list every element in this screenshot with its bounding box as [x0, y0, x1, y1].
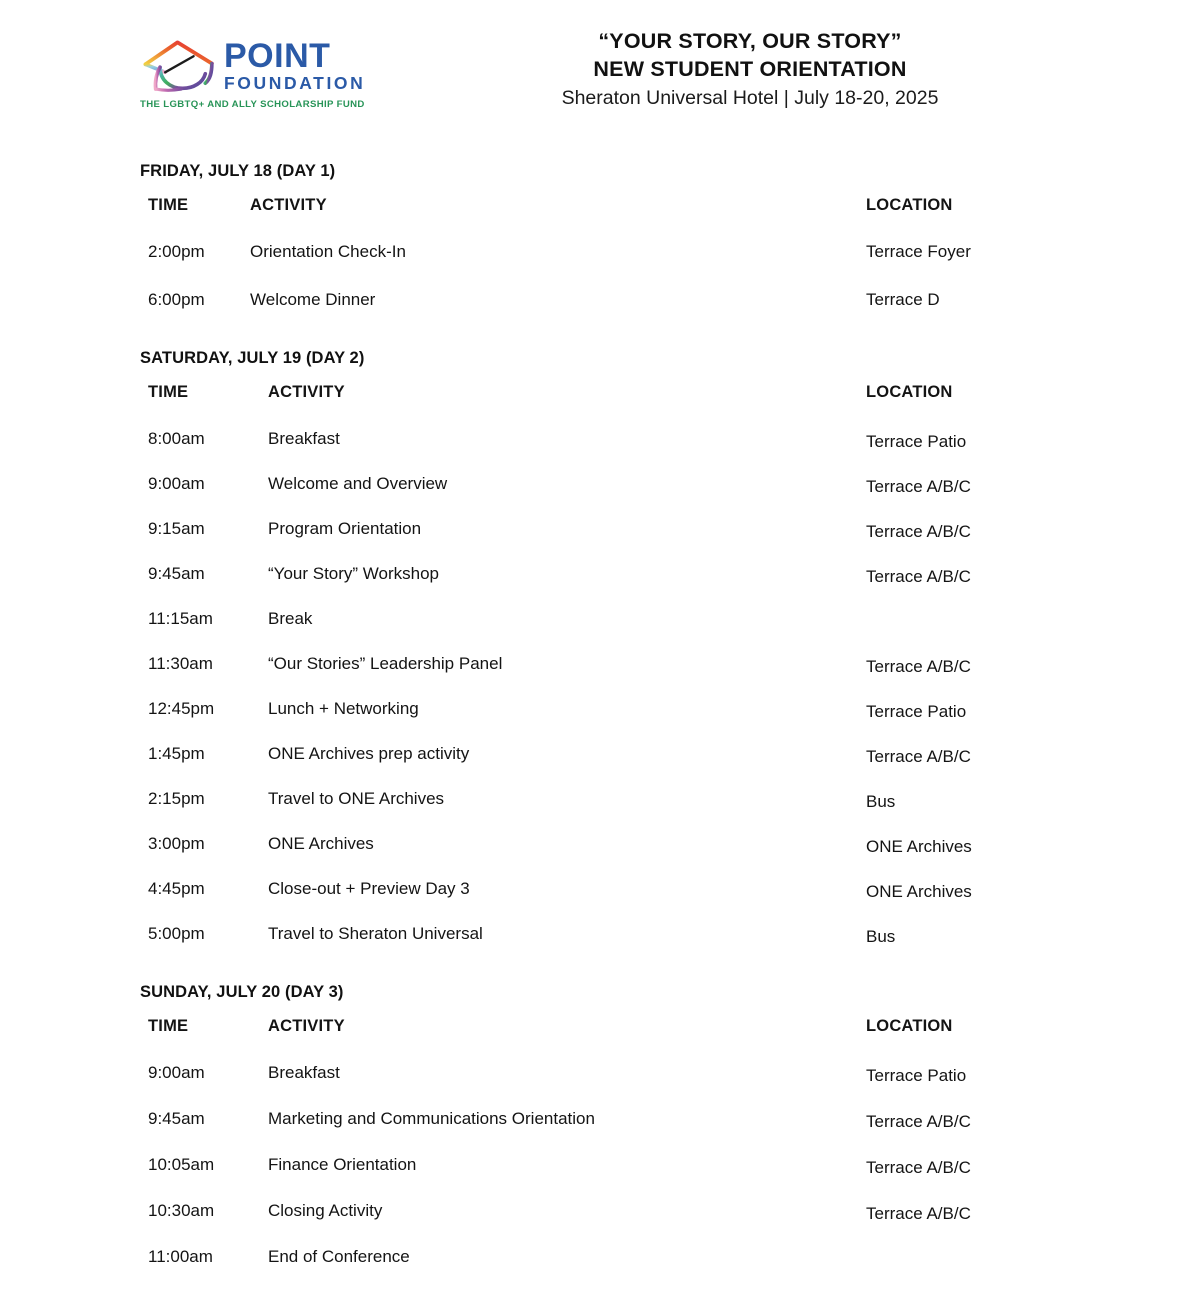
table-row: [0, 519, 1198, 564]
event-venue-dates: Sheraton Universal Hotel | July 18-20, 2025: [561, 87, 939, 110]
table-header-row: [0, 196, 1198, 242]
table-row: [0, 290, 1198, 338]
cell-activity: Break: [268, 609, 313, 628]
cell-time: 10:30am: [148, 1201, 215, 1220]
table-row: [0, 1155, 1198, 1201]
cell-activity: Welcome Dinner: [250, 290, 376, 309]
cell-time: 9:15am: [148, 519, 205, 538]
cell-activity: Welcome and Overview: [268, 474, 448, 493]
table-row: [0, 789, 1198, 834]
schedule-table-friday: [0, 196, 1198, 338]
cell-time: 12:45pm: [148, 699, 215, 718]
event-name-title: NEW STUDENT ORIENTATION: [593, 56, 907, 81]
table-row: [0, 1201, 1198, 1247]
cell-time: 6:00pm: [148, 290, 205, 309]
logo-wordmark: [224, 38, 365, 93]
cell-activity: End of Conference: [268, 1247, 410, 1266]
day-heading-friday: FRIDAY, JULY 18 (DAY 1): [140, 162, 336, 180]
cell-activity: Orientation Check-In: [250, 242, 406, 261]
cell-activity: ONE Archives prep activity: [268, 744, 470, 763]
cell-location: Terrace A/B/C: [866, 657, 971, 676]
cell-activity: Close-out + Preview Day 3: [268, 879, 470, 898]
cell-activity: Travel to Sheraton Universal: [268, 924, 483, 943]
cell-location: Terrace A/B/C: [866, 567, 971, 586]
cell-activity: Breakfast: [268, 429, 340, 448]
table-row: [0, 744, 1198, 789]
cell-activity: Breakfast: [268, 1063, 340, 1082]
cell-activity: ONE Archives: [268, 834, 374, 853]
cell-time: 2:00pm: [148, 242, 205, 261]
column-header-time: TIME: [148, 1017, 189, 1035]
cell-location: Terrace A/B/C: [866, 522, 971, 541]
cell-location: Bus: [866, 792, 896, 811]
cell-activity: Marketing and Communications Orientation: [268, 1109, 595, 1128]
table-row: [0, 1247, 1198, 1293]
cell-location: Terrace A/B/C: [866, 1158, 971, 1177]
event-title-block: [440, 28, 1060, 111]
cell-time: 11:15am: [148, 609, 213, 628]
cell-time: 9:45am: [148, 564, 205, 583]
column-header-time: TIME: [148, 196, 189, 214]
table-header-row: [0, 383, 1198, 429]
column-header-activity: ACTIVITY: [250, 196, 327, 214]
cell-location: Terrace Patio: [866, 1066, 967, 1085]
schedule-table-sunday: [0, 1017, 1198, 1293]
logo-name-foundation: FOUNDATION: [224, 73, 366, 94]
cell-activity: Finance Orientation: [268, 1155, 417, 1174]
cell-activity: Travel to ONE Archives: [268, 789, 445, 808]
cell-activity: Closing Activity: [268, 1201, 383, 1220]
cell-time: 11:30am: [148, 654, 213, 673]
cell-location: Terrace A/B/C: [866, 1204, 971, 1223]
table-row: [0, 699, 1198, 744]
column-header-location: LOCATION: [866, 383, 953, 401]
cell-activity: Lunch + Networking: [268, 699, 419, 718]
point-foundation-logo: [140, 38, 380, 110]
cell-location: ONE Archives: [866, 882, 972, 901]
cell-location: Terrace A/B/C: [866, 477, 971, 496]
page-header: [0, 0, 1198, 130]
table-row: [0, 1109, 1198, 1155]
cell-time: 8:00am: [148, 429, 205, 448]
column-header-activity: ACTIVITY: [268, 1017, 345, 1035]
logo-name-point: POINT: [224, 37, 331, 75]
cell-activity: Program Orientation: [268, 519, 422, 538]
table-row: [0, 429, 1198, 474]
column-header-time: TIME: [148, 383, 189, 401]
table-row: [0, 879, 1198, 924]
cell-time: 5:00pm: [148, 924, 205, 943]
table-row: [0, 609, 1198, 654]
cell-location: Terrace A/B/C: [866, 747, 971, 766]
day-section-saturday: [0, 349, 1198, 969]
cell-location: ONE Archives: [866, 837, 972, 856]
column-header-location: LOCATION: [866, 196, 953, 214]
table-row: [0, 654, 1198, 699]
cell-time: 2:15pm: [148, 789, 205, 808]
day-section-sunday: [0, 983, 1198, 1293]
cell-time: 4:45pm: [148, 879, 205, 898]
logo-top-row: [140, 38, 380, 93]
cell-activity: “Our Stories” Leadership Panel: [268, 654, 503, 673]
column-header-activity: ACTIVITY: [268, 383, 345, 401]
schedule: [0, 162, 1198, 1293]
table-row: [0, 1063, 1198, 1109]
table-row: [0, 834, 1198, 879]
column-header-location: LOCATION: [866, 1017, 953, 1035]
cell-time: 9:45am: [148, 1109, 205, 1128]
table-header-row: [0, 1017, 1198, 1063]
logo-tagline: THE LGBTQ+ AND ALLY SCHOLARSHIP FUND: [140, 98, 365, 110]
event-theme-title: “YOUR STORY, OUR STORY”: [598, 29, 902, 53]
day-heading-sunday: SUNDAY, JULY 20 (DAY 3): [140, 983, 344, 1001]
cell-time: 9:00am: [148, 474, 205, 493]
day-heading-saturday: SATURDAY, JULY 19 (DAY 2): [140, 349, 365, 367]
day-section-friday: [0, 162, 1198, 338]
table-row: [0, 924, 1198, 969]
cell-location: Terrace D: [866, 290, 940, 309]
schedule-table-saturday: [0, 383, 1198, 969]
cell-time: 9:00am: [148, 1063, 205, 1082]
cell-time: 3:00pm: [148, 834, 205, 853]
table-row: [0, 474, 1198, 519]
table-row: [0, 242, 1198, 290]
cell-time: 11:00am: [148, 1247, 213, 1266]
cell-location: Terrace Patio: [866, 432, 967, 451]
cell-location: Terrace Foyer: [866, 242, 971, 261]
graduation-cap-rainbow-icon: [140, 38, 218, 92]
cell-location: Terrace A/B/C: [866, 1112, 971, 1131]
cell-time: 10:05am: [148, 1155, 215, 1174]
cell-location: Terrace Patio: [866, 702, 967, 721]
cell-time: 1:45pm: [148, 744, 205, 763]
cell-activity: “Your Story” Workshop: [268, 564, 440, 583]
table-row: [0, 564, 1198, 609]
cell-location: Bus: [866, 927, 896, 946]
